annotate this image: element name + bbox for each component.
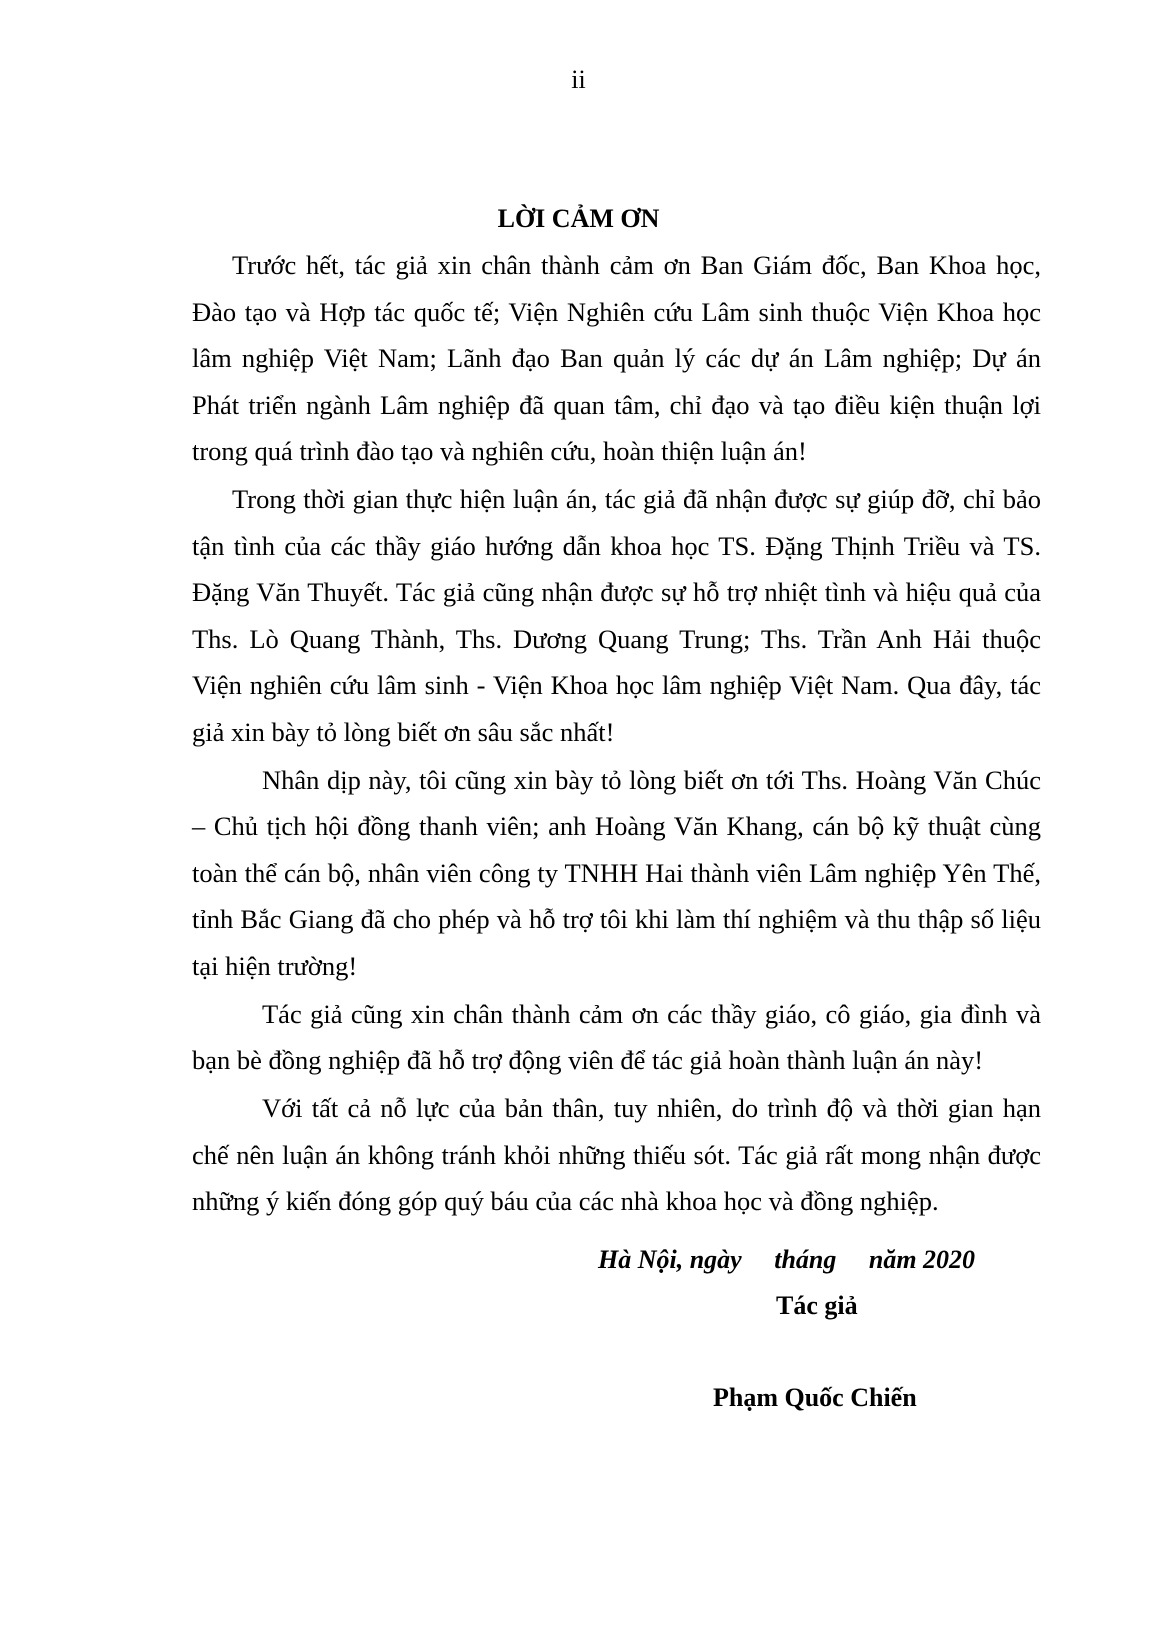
paragraph-5: Với tất cả nỗ lực của bản thân, tuy nhiên, do trình độ và thời gian hạn chế nên luận án không tránh khỏi những thiếu sót. Tác giả rất mong nhận được những ý kiến đóng góp quý báu của các nhà khoa học và đồng nghiệp.: [192, 1093, 1041, 1216]
signature-author-name: Phạm Quốc Chiến: [713, 1383, 917, 1412]
paragraph-1: Trước hết, tác giả xin chân thành cảm ơn Ban Giám đốc, Ban Khoa học, Đào tạo và Hợp tác quốc tế; Viện Nghiên cứu Lâm sinh thuộc Viện Khoa học lâm nghiệp Việt Nam; Lãnh đạo Ban quản lý các dự án Lâm nghiệp; Dự án Phát triển ngành Lâm nghiệp đã quan tâm, chỉ đạo và tạo điều kiện thuận lợi trong quá trình đào tạo và nghiên cứu, hoàn thiện luận án!: [192, 250, 1041, 466]
signature-place-date: Hà Nội, ngày tháng năm 2020: [598, 1245, 976, 1274]
signature-author-label: Tác giả: [776, 1291, 858, 1320]
page-number: ii: [571, 65, 586, 94]
body-text: [192, 242, 1041, 1226]
paragraph-3: Nhân dịp này, tôi cũng xin bày tỏ lòng biết ơn tới Ths. Hoàng Văn Chúc – Chủ tịch hội đồng thanh viên; anh Hoàng Văn Khang, cán bộ kỹ thuật cùng toàn thể cán bộ, nhân viên công ty TNHH Hai thành viên Lâm nghiệp Yên Thế, tỉnh Bắc Giang đã cho phép và hỗ trợ tôi khi làm thí nghiệm và thu thập số liệu tại hiện trường!: [192, 764, 1041, 981]
paragraph-4: Tác giả cũng xin chân thành cảm ơn các thầy giáo, cô giáo, gia đình và bạn bè đồng nghiệp đã hỗ trợ động viên để tác giả hoàn thành luận án này!: [192, 998, 1041, 1075]
paragraph-2: Trong thời gian thực hiện luận án, tác giả đã nhận được sự giúp đỡ, chỉ bảo tận tình của các thầy giáo hướng dẫn khoa học TS. Đặng Thịnh Triều và TS. Đặng Văn Thuyết. Tác giả cũng nhận được sự hỗ trợ nhiệt tình và hiệu quả của Ths. Lò Quang Thành, Ths. Dương Quang Trung; Ths. Trần Anh Hải thuộc Viện nghiên cứu lâm sinh - Viện Khoa học lâm nghiệp Việt Nam. Qua đây, tác giả xin bày tỏ lòng biết ơn sâu sắc nhất!: [192, 484, 1041, 747]
page-title: LỜI CẢM ƠN: [497, 204, 660, 233]
